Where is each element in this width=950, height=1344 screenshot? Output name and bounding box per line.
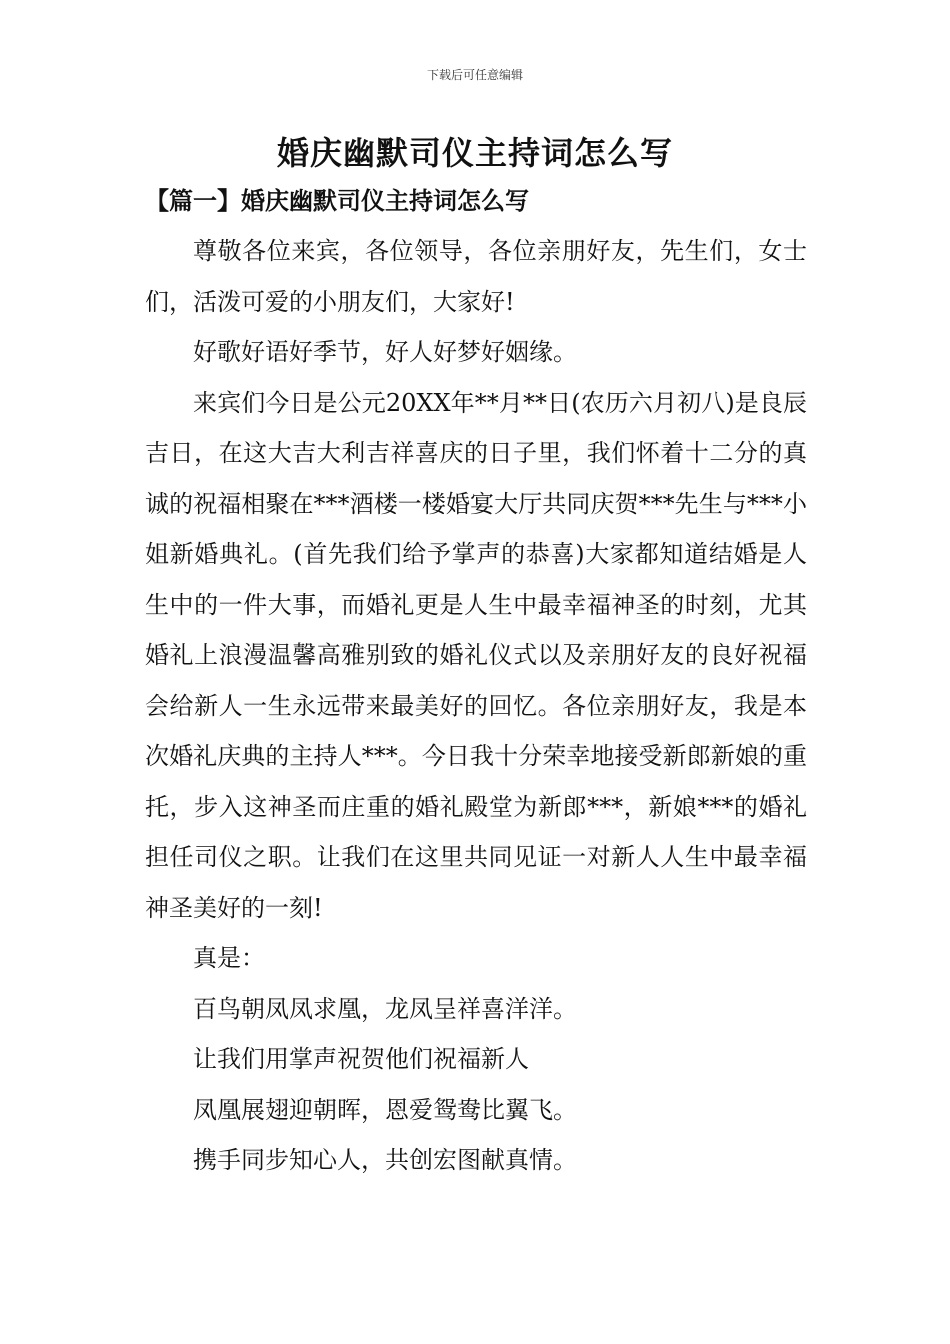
paragraph: 来宾们今日是公元20XX年**月**日(农历六月初八)是良辰吉日，在这大吉大利吉祥喜庆的日子里，我们怀着十二分的真诚的祝福相聚在***酒楼一楼婚宴大厅共同庆贺***先生与***小姐新婚典礼。(首先我们给予掌声的恭喜)大家都知道结婚是人生中的一件大事，而婚礼更是人生中最幸福神圣的时刻，尤其婚礼上浪漫温馨高雅别致的婚礼仪式以及亲朋好友的良好祝福会给新人一生永远带来最美好的回忆。各位亲朋好友，我是本次婚礼庆典的主持人***。今日我十分荣幸地接受新郎新娘的重托，步入这神圣而庄重的婚礼殿堂为新郎***，新娘***的婚礼担任司仪之职。让我们在这里共同见证一对新人人生中最幸福神圣美好的一刻! xyxy=(145,388,807,922)
paragraph: 真是： xyxy=(193,944,265,972)
page-header-note: 下载后可任意编辑 xyxy=(426,68,523,82)
paragraph: 凤凰展翅迎朝晖，恩爱鸳鸯比翼飞。 xyxy=(193,1095,577,1124)
paragraph: 尊敬各位来宾，各位领导，各位亲朋好友，先生们，女士们，活泼可爱的小朋友们，大家好! xyxy=(145,237,807,316)
document-title: 婚庆幽默司仪主持词怎么写 xyxy=(276,134,673,172)
section-heading: 【篇一】婚庆幽默司仪主持词怎么写 xyxy=(145,186,529,215)
paragraph: 携手同步知心人，共创宏图献真情。 xyxy=(193,1146,577,1174)
paragraph: 让我们用掌声祝贺他们祝福新人 xyxy=(193,1045,529,1073)
paragraph: 好歌好语好季节，好人好梦好姻缘。 xyxy=(193,338,577,366)
document-body xyxy=(145,226,807,1186)
paragraph: 百鸟朝凤凤求凰，龙凤呈祥喜洋洋。 xyxy=(193,994,577,1023)
